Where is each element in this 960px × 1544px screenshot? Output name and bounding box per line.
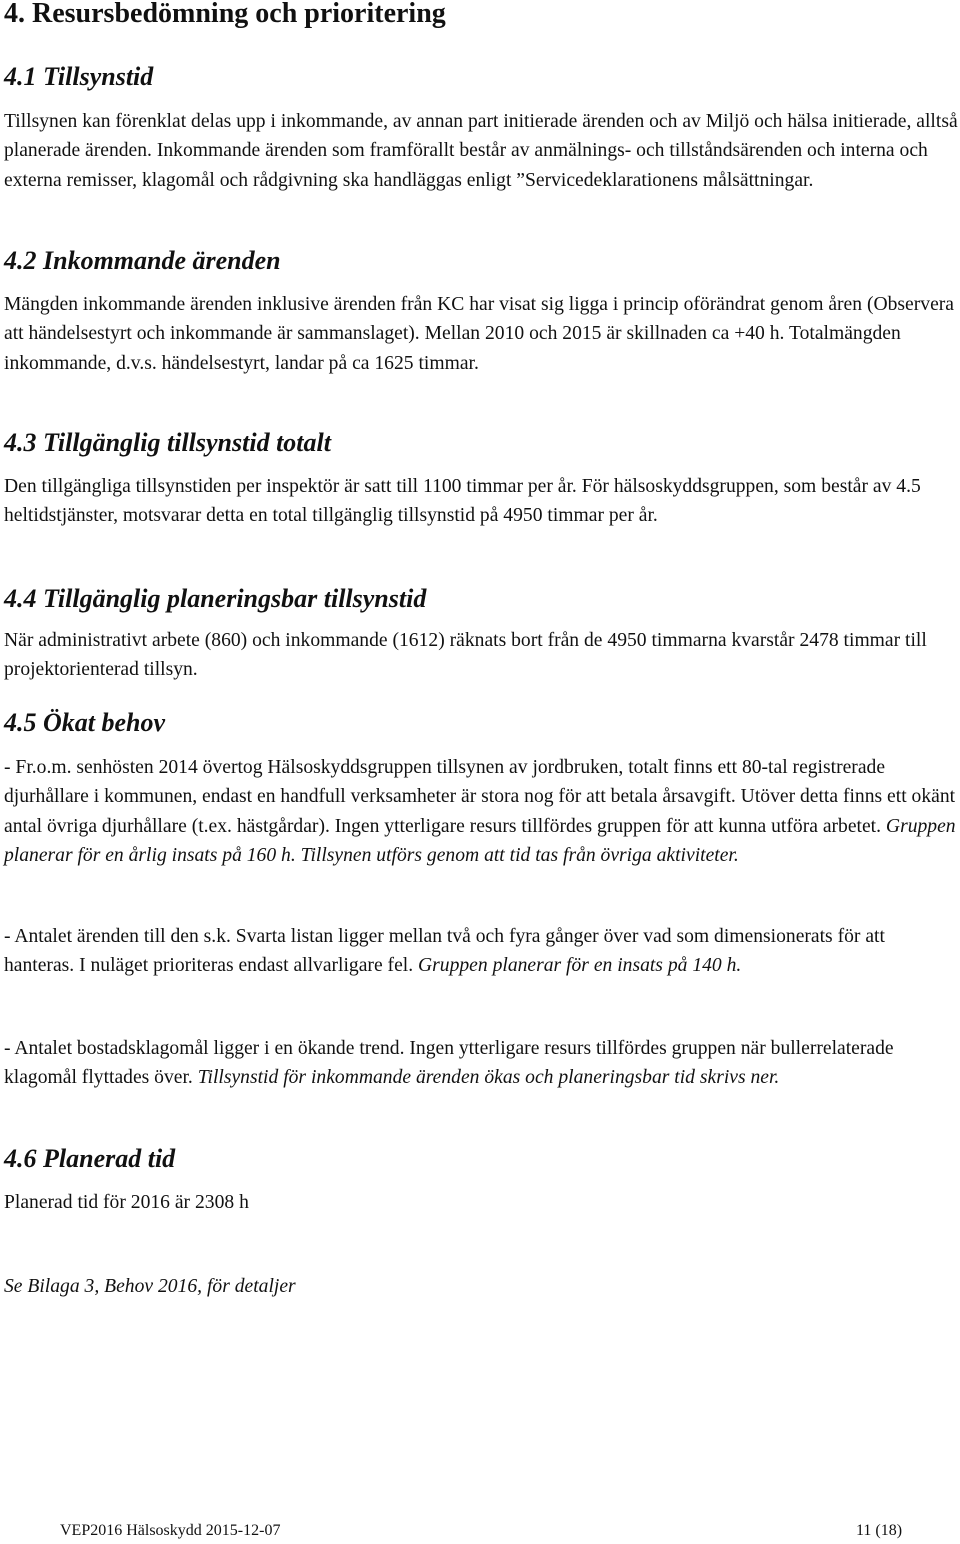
section-title-4-4: 4.4 Tillgänglig planeringsbar tillsynstid	[4, 584, 427, 613]
increased-need-item-1-plan: Gruppen planerar för en årlig insats på 160 h. Tillsynen utförs genom att tid tas från övriga aktiviteter.	[4, 815, 956, 867]
section-body-4-4: När administrativt arbete (860) och inkommande (1612) räknats bort från de 4950 timmarna kvarstår 2478 timmar till projektorienterad tillsyn.	[4, 630, 927, 681]
increased-need-item-1-text: - Fr.o.m. senhösten 2014 övertog Hälsoskyddsgruppen tillsynen av jordbruken, totalt finns ett 80-tal registrerade djurhållare i kommunen, endast en handfull verksamheter är stora nog för att betala årsavgift. Utöver detta finns ett okänt antal övriga djurhållare (t.ex. hästgårdar). Ingen ytterligare resurs tillfördes gruppen för att kunna utföra arbetet.	[4, 757, 956, 837]
footer-page-number: 11 (18)	[856, 1522, 903, 1539]
section-title-4-2: 4.2 Inkommande ärenden	[4, 246, 281, 275]
increased-need-item-1	[4, 753, 959, 871]
page-heading: 4. Resursbedömning och prioritering	[4, 0, 446, 29]
increased-need-item-3-plan: Tillsynstid för inkommande ärenden ökas och planeringsbar tid skrivs ner.	[197, 1067, 780, 1089]
section-title-4-3: 4.3 Tillgänglig tillsynstid totalt	[4, 428, 331, 457]
section-title-4-6: 4.6 Planerad tid	[4, 1144, 176, 1173]
section-title-4-5: 4.5 Ökat behov	[4, 708, 166, 737]
section-body-4-3: Den tillgängliga tillsynstiden per inspektör är satt till 1100 timmar per år. För hälsoskyddsgruppen, som består av 4.5 heltidstjänster, motsvarar detta en total tillgänglig tillsynstid på 4950 timmar per år.	[4, 476, 921, 527]
increased-need-item-3-text: - Antalet bostadsklagomål ligger i en ökande trend. Ingen ytterligare resurs tillfördes gruppen när bullerrelaterade klagomål flyttades över.	[4, 1038, 894, 1089]
increased-need-item-3	[4, 1034, 959, 1093]
section-body-4-1: Tillsynen kan förenklat delas upp i inkommande, av annan part initierade ärenden och av Miljö och hälsa initierade, alltså planerade ärenden. Inkommande ärenden som framförallt består av anmälnings- och tillståndsärenden och interna och externa remisser, klagomål och rådgivning ska handläggas enligt ”Servicedeklarationens målsättningar.	[4, 111, 958, 191]
section-title-4-1: 4.1 Tillsynstid	[4, 62, 154, 91]
section-body-4-2: Mängden inkommande ärenden inklusive ärenden från KC har visat sig ligga i princip oförändrat genom åren (Observera att händelsestyrt och inkommande är sammanslaget). Mellan 2010 och 2015 är skillnaden ca +40 h. Totalmängden inkommande, d.v.s. händelsestyrt, landar på ca 1625 timmar.	[4, 294, 954, 374]
increased-need-item-2-plan: Gruppen planerar för en insats på 140 h.	[418, 955, 742, 977]
increased-need-item-2	[4, 922, 959, 981]
footer-document-info: VEP2016 Hälsoskydd 2015-12-07	[60, 1522, 281, 1539]
appendix-note: Se Bilaga 3, Behov 2016, för detaljer	[4, 1276, 296, 1297]
increased-need-item-2-text: - Antalet ärenden till den s.k. Svarta listan ligger mellan två och fyra gånger över vad som dimensionerats för att hanteras. I nuläget prioriteras endast allvarligare fel.	[4, 926, 885, 977]
section-body-4-6: Planerad tid för 2016 är 2308 h	[4, 1192, 249, 1213]
appendix-note-paragraph	[4, 1272, 959, 1301]
